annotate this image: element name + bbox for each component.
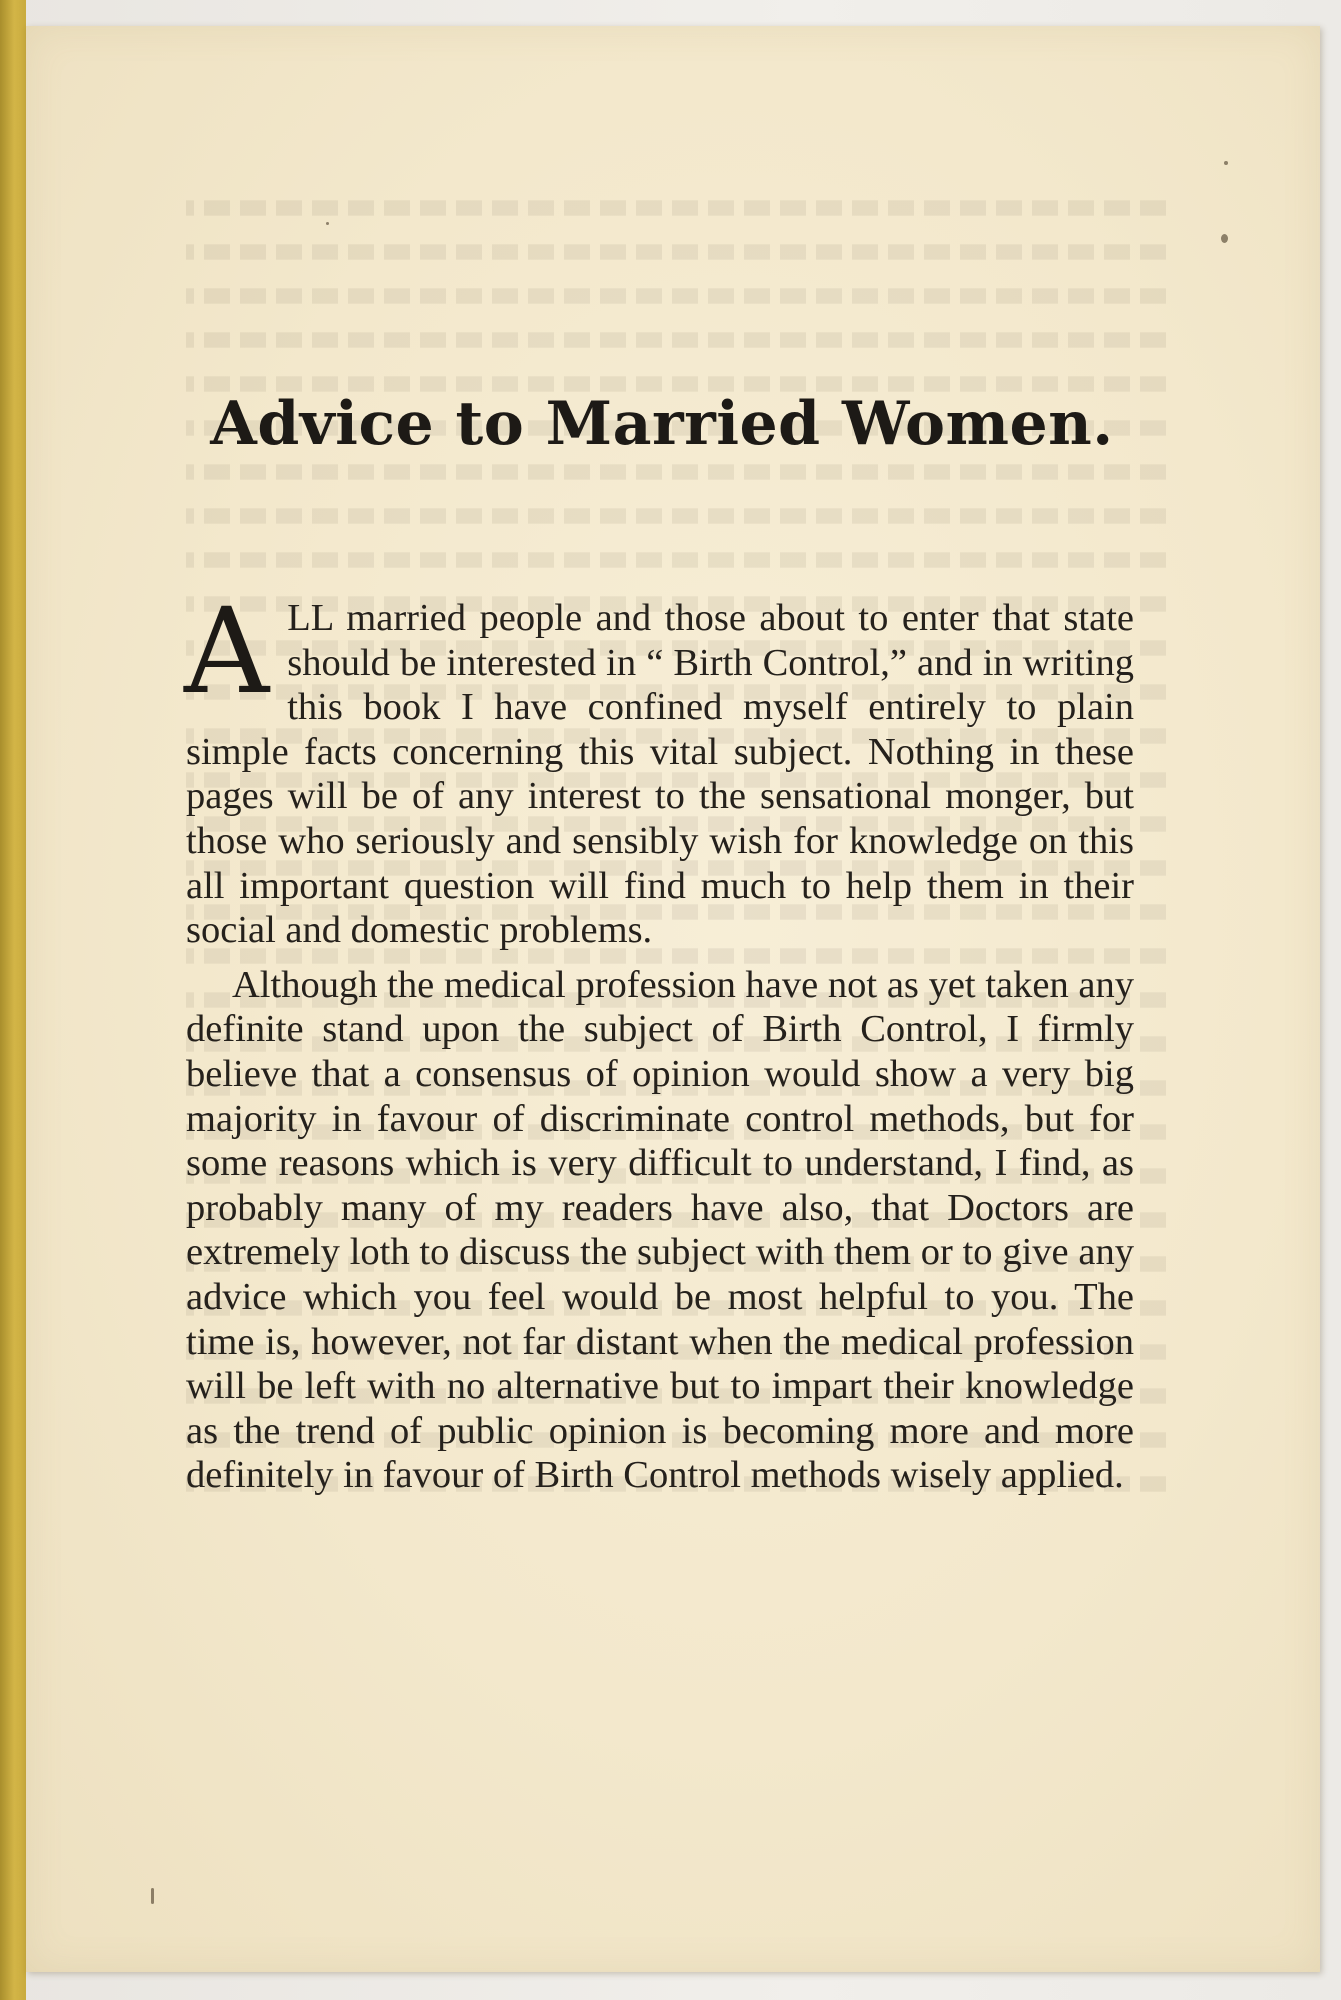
paragraph-2: Although the medical profession have not as yet taken any definite stand upon the subject of Birth Control, I firmly believe that a consensus of opinion would show a very big majority in favour of discriminate control methods, but for some reasons which is very difficult to understand, I find, as probably many of my readers have also, that Doctors are extremely loth to discuss the subject with them or to give any advice which you feel would be most helpful to you. The time is, however, not far distant when the medical profession will be left with no alternative but to impart their knowledge as the trend of public opinion is becoming more and more definitely in favour of Birth Control methods wisely applied. [186,963,1134,1497]
drop-cap: A [184,582,270,720]
paragraph-1-text: LL married people and those about to enter that state should be interested in “ Birth Control,” and in writing this book I have confined myself entirely to plain simple facts concerning this vital subject. Nothing in these pages will be of any interest to the sensational monger, but those who seriously and sensibly wish for knowledge on this all important question will find much to help them in their social and domestic problems. [186,597,1134,952]
paragraph-1 [184,582,1134,953]
page-title: Advice to Married Women. [210,389,1114,459]
body-text [184,582,1134,1508]
booklet-cover-edge [0,0,26,2000]
